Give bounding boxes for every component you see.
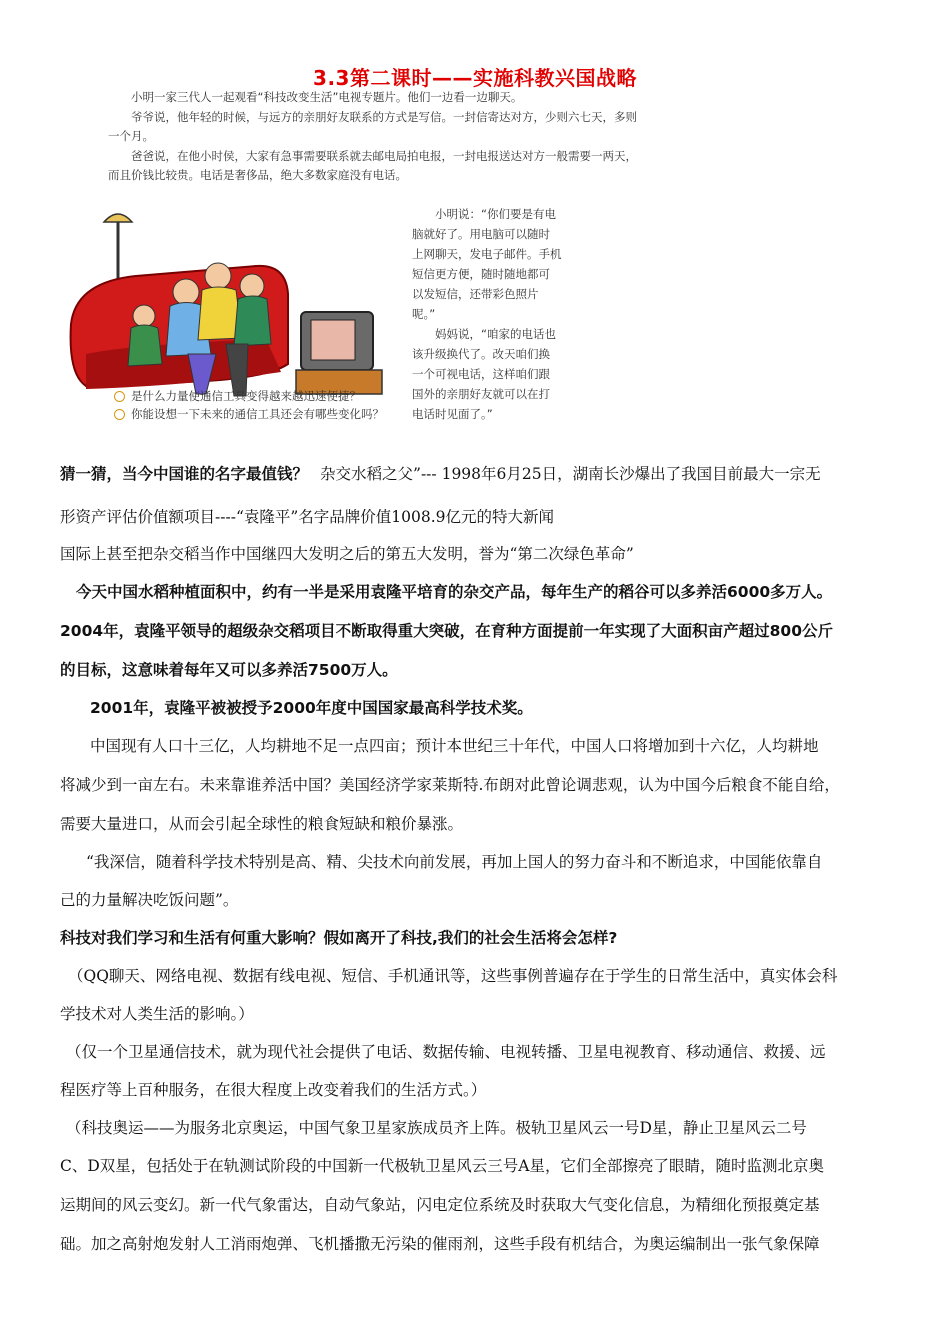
xiaoming-speech <box>412 204 638 424</box>
figure-intro <box>108 88 638 186</box>
paragraph-line: 2001年，袁隆平被被授予2000年度中国国家最高科学技术奖。 <box>90 699 533 717</box>
speech-line: 呢。” <box>412 307 436 321</box>
question-heading: 猜一猜，当今中国谁的名字最值钱？ <box>60 465 309 483</box>
paragraph-line: 运期间的风云变幻。新一代气象雷达，自动气象站，闪电定位系统及时获取大气变化信息，为精细化预报奠定基 <box>60 1196 820 1214</box>
quote-line: 己的力量解决吃饭问题”。 <box>60 891 239 909</box>
paragraph-line: 需要大量进口，从而会引起全球性的粮食短缺和粮价暴涨。 <box>60 815 464 833</box>
paragraph-line: 2004年，袁隆平领导的超级杂交稻项目不断取得重大突破，在育种方面提前一年实现了大面积亩产超过800公斤 <box>60 622 833 640</box>
paragraph-line: 学技术对人类生活的影响。） <box>60 1005 254 1023</box>
figure-question: 你能设想一下未来的通信工具还会有哪些变化吗？ <box>114 406 384 422</box>
paragraph-line: 猜一猜，当今中国谁的名字最值钱？ 杂交水稻之父”--- 1998年6月25日，湖南长沙爆出了我国目前最大一宗无 <box>60 465 821 483</box>
figure-intro-paragraph: 爷爷说，他年轻的时候，与远方的亲朋好友联系的方式是写信。一封信寄达对方，少则六七天，多则一个月。 <box>108 109 637 143</box>
figure-question: 是什么力量使通信工具变得越来越迅速便捷？ <box>114 388 361 404</box>
paragraph-line: （仅一个卫星通信技术，就为现代社会提供了电话、数据传输、电视转播、卫星电视教育、移动通信、救援、远 <box>66 1043 826 1061</box>
paragraph-line: 础。加之高射炮发射人工消雨炮弹、飞机播撒无污染的催雨剂，这些手段有机结合，为奥运编制出一张气象保障 <box>60 1235 820 1253</box>
textbook-figure <box>66 86 642 422</box>
speech-line: 脑就好了。用电脑可以随时 <box>412 227 550 241</box>
bullet-circle-icon <box>114 391 125 402</box>
paragraph-line: 形资产评估价值额项目----“袁隆平”名字品牌价值1008.9亿元的特大新闻 <box>60 508 555 526</box>
paragraph-line: 国际上甚至把杂交稻当作中国继四大发明之后的第五大发明，誉为“第二次绿色革命” <box>60 545 634 563</box>
quote-line: “我深信，随着科学技术特别是高、精、尖技术向前发展，再加上国人的努力奋斗和不断追求，中国能依靠自 <box>86 853 823 871</box>
speech-line: 妈妈说，“咱家的电话也 <box>435 327 556 341</box>
paragraph-line: C、D双星，包括处于在轨测试阶段的中国新一代极轨卫星风云三号A星，它们全部擦亮了眼睛，随时监测北京奥 <box>60 1157 824 1175</box>
bullet-circle-icon <box>114 409 125 420</box>
paragraph-line: 中国现有人口十三亿，人均耕地不足一点四亩；预计本世纪三十年代，中国人口将增加到十六亿，人均耕地 <box>90 737 819 755</box>
paragraph-line: 的目标，这意味着每年又可以多养活7500万人。 <box>60 661 398 679</box>
speech-line: 一个可视电话，这样咱们跟 <box>412 367 550 381</box>
speech-line: 上网聊天，发电子邮件。手机 <box>412 247 562 261</box>
speech-line: 该升级换代了。改天咱们换 <box>412 347 550 361</box>
figure-intro-paragraph: 爸爸说，在他小时侯，大家有急事需要联系就去邮电局拍电报，一封电报送达对方一般需要一两天，而且价钱比较贵。电话是奢侈品，绝大多数家庭没有电话。 <box>108 148 637 182</box>
question-heading: 科技对我们学习和生活有何重大影响？假如离开了科技,我们的社会生活将会怎样? <box>60 929 618 947</box>
paragraph-line: （QQ聊天、网络电视、数据有线电视、短信、手机通讯等，这些事例普遍存在于学生的日常生活中，真实体会科 <box>68 967 838 985</box>
speech-line: 以发短信，还带彩色照片 <box>412 287 539 301</box>
speech-line: 国外的亲朋好友就可以在打 <box>412 387 550 401</box>
speech-line: 短信更方便，随时随地都可 <box>412 267 550 281</box>
speech-line: 电话时见面了。” <box>412 407 493 421</box>
paragraph-line: 程医疗等上百种服务，在很大程度上改变着我们的生活方式。） <box>60 1081 487 1099</box>
paragraph-line: （科技奥运——为服务北京奥运，中国气象卫星家族成员齐上阵。极轨卫星风云一号D星，静止卫星风云二号 <box>66 1119 807 1137</box>
page-title: 3.3第二课时——实施科教兴国战略 <box>313 66 637 90</box>
paragraph-line: 今天中国水稻种植面积中，约有一半是采用袁隆平培育的杂交产品，每年生产的稻谷可以多养活6000多万人。 <box>76 583 833 601</box>
figure-intro-paragraph: 小明一家三代人一起观看“科技改变生活”电视专题片。他们一边看一边聊天。 <box>131 90 523 104</box>
family-watching-tv-illustration <box>66 204 396 404</box>
speech-line: 小明说：“你们要是有电 <box>435 207 556 221</box>
paragraph-line: 将减少到一亩左右。未来靠谁养活中国？美国经济学家莱斯特.布朗对此曾论调悲观，认为中国今后粮食不能自给， <box>60 776 840 794</box>
